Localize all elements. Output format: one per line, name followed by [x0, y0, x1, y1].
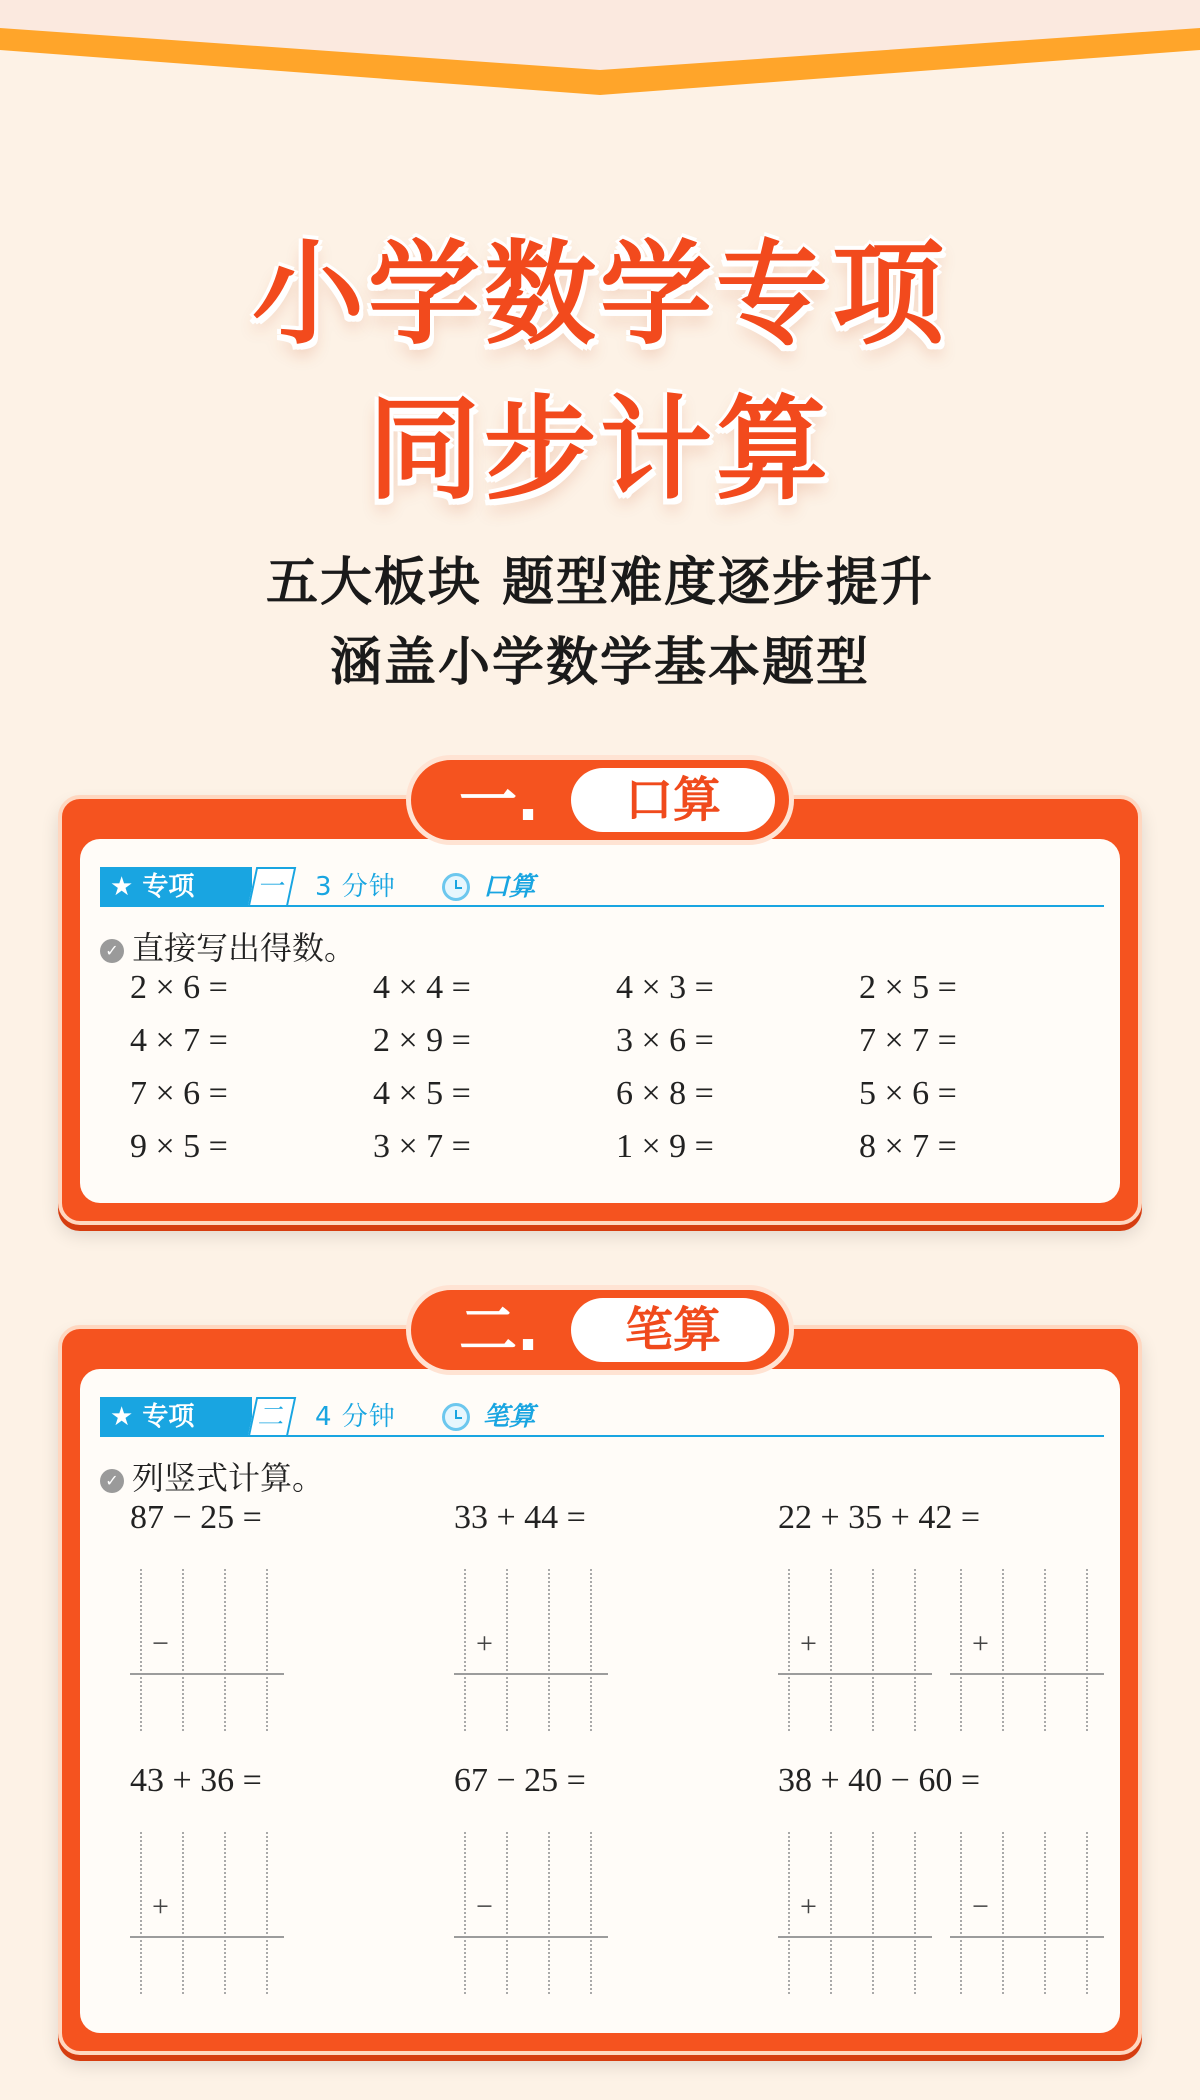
operator-sign: +: [800, 1627, 817, 1660]
subtitle-line1: 五大板块 题型难度逐步提升: [265, 553, 935, 613]
topic-number: 二: [248, 1397, 297, 1437]
operator-sign: −: [972, 1890, 989, 1923]
equation: 8 × 7 =: [859, 1128, 957, 1165]
operator-sign: −: [476, 1890, 493, 1923]
grid-column-line: [590, 1832, 592, 1994]
grid-column-line: [140, 1569, 142, 1731]
section-written-calculation: [58, 1285, 1142, 2065]
grid-column-line: [788, 1832, 790, 1994]
grid-column-line: [548, 1832, 550, 1994]
equation: 3 × 6 =: [616, 1022, 714, 1059]
grid-column-line: [960, 1832, 962, 1994]
problem-equation: 38 + 40 − 60 =: [778, 1762, 981, 1799]
grid-column-line: [1002, 1832, 1004, 1994]
vertical-calc-grid: [778, 1832, 932, 1994]
grid-column-line: [506, 1832, 508, 1994]
vertical-calc-grid: [454, 1832, 608, 1994]
grid-column-line: [1044, 1569, 1046, 1731]
instruction: [100, 923, 356, 969]
equation: 1 × 9 =: [616, 1128, 714, 1165]
alarm-clock-icon: [442, 1403, 470, 1431]
instruction: [100, 1453, 324, 1499]
section2-header: [100, 1397, 1100, 1437]
time-limit: 4 分钟: [315, 1402, 396, 1432]
grid-column-line: [1002, 1569, 1004, 1731]
equation: 3 × 7 =: [373, 1128, 471, 1165]
grid-column-line: [464, 1832, 466, 1994]
vertical-calc-grid: [950, 1569, 1104, 1731]
special-topic-badge: ★ 专项: [100, 1397, 252, 1437]
equation: 7 × 6 =: [130, 1075, 228, 1112]
grid-column-line: [506, 1569, 508, 1731]
sum-line: [778, 1673, 932, 1675]
operator-sign: +: [800, 1890, 817, 1923]
tab-number: 一.: [458, 766, 540, 834]
tab-label: 口算: [571, 768, 775, 832]
grid-column-line: [182, 1569, 184, 1731]
grid-column-line: [140, 1832, 142, 1994]
equation: 2 × 5 =: [859, 969, 957, 1006]
header-divider: [100, 905, 1104, 907]
check-icon: ✓: [100, 1469, 124, 1493]
section1-card-inner: [80, 839, 1120, 1203]
problem-equation: 87 − 25 =: [130, 1499, 262, 1536]
problem-equation: 43 + 36 =: [130, 1762, 262, 1799]
grid-column-line: [914, 1832, 916, 1994]
problem-equation: 33 + 44 =: [454, 1499, 586, 1536]
grid-column-line: [548, 1569, 550, 1731]
vertical-calc-grid: [454, 1569, 608, 1731]
equation: 2 × 6 =: [130, 969, 228, 1006]
grid-column-line: [266, 1569, 268, 1731]
special-topic-badge: ★ 专项: [100, 867, 252, 907]
grid-column-line: [788, 1569, 790, 1731]
section2-card-inner: [80, 1369, 1120, 2033]
grid-column-line: [464, 1569, 466, 1731]
equation: 4 × 4 =: [373, 969, 471, 1006]
vertical-calc-grid: [778, 1569, 932, 1731]
sum-line: [130, 1673, 284, 1675]
grid-column-line: [830, 1832, 832, 1994]
top-decorative-band: [0, 0, 1200, 110]
operator-sign: +: [476, 1627, 493, 1660]
grid-column-line: [1086, 1569, 1088, 1731]
grid-column-line: [224, 1569, 226, 1731]
tab-number: 二.: [458, 1296, 540, 1364]
grid-column-line: [1086, 1832, 1088, 1994]
grid-column-line: [914, 1569, 916, 1731]
operator-sign: +: [972, 1627, 989, 1660]
grid-column-line: [266, 1832, 268, 1994]
main-title-line1: 小学数学专项: [252, 230, 948, 360]
equation: 9 × 5 =: [130, 1128, 228, 1165]
equation: 2 × 9 =: [373, 1022, 471, 1059]
sum-line: [454, 1673, 608, 1675]
header-divider: [100, 1435, 1104, 1437]
equation: 4 × 5 =: [373, 1075, 471, 1112]
section2-tab: [406, 1285, 794, 1375]
vertical-calc-grid: [130, 1569, 284, 1731]
equation: 4 × 7 =: [130, 1022, 228, 1059]
section1-card: [58, 795, 1142, 1225]
exercise-type: 口算: [483, 872, 536, 902]
section2-card: [58, 1325, 1142, 2055]
sum-line: [950, 1936, 1104, 1938]
tab-label: 笔算: [571, 1298, 775, 1362]
operator-sign: −: [152, 1627, 169, 1660]
grid-column-line: [872, 1569, 874, 1731]
grid-column-line: [960, 1569, 962, 1731]
grid-column-line: [590, 1569, 592, 1731]
operator-sign: +: [152, 1890, 169, 1923]
problem-equation: 67 − 25 =: [454, 1762, 586, 1799]
subtitle-line2: 涵盖小学数学基本题型: [329, 633, 870, 693]
grid-column-line: [1044, 1832, 1046, 1994]
grid-column-line: [872, 1832, 874, 1994]
problem-equation: 22 + 35 + 42 =: [778, 1499, 981, 1536]
equation: 5 × 6 =: [859, 1075, 957, 1112]
equation: 6 × 8 =: [616, 1075, 714, 1112]
section-oral-calculation: [58, 755, 1142, 1235]
exercise-type: 笔算: [483, 1402, 536, 1432]
grid-column-line: [830, 1569, 832, 1731]
check-icon: ✓: [100, 939, 124, 963]
sum-line: [950, 1673, 1104, 1675]
equation: 7 × 7 =: [859, 1022, 957, 1059]
main-title-line2: 同步计算: [368, 385, 832, 515]
grid-column-line: [182, 1832, 184, 1994]
instruction-text: 列竖式计算。: [132, 1459, 325, 1497]
time-limit: 3 分钟: [315, 872, 396, 902]
grid-column-line: [224, 1832, 226, 1994]
sum-line: [130, 1936, 284, 1938]
equation: 4 × 3 =: [616, 969, 714, 1006]
topic-number: 一: [248, 867, 297, 907]
vertical-calc-grid: [950, 1832, 1104, 1994]
vertical-calc-grid: [130, 1832, 284, 1994]
instruction-text: 直接写出得数。: [132, 929, 357, 967]
section1-header: [100, 867, 1100, 907]
sum-line: [454, 1936, 608, 1938]
alarm-clock-icon: [442, 873, 470, 901]
section1-tab: [406, 755, 794, 845]
sum-line: [778, 1936, 932, 1938]
